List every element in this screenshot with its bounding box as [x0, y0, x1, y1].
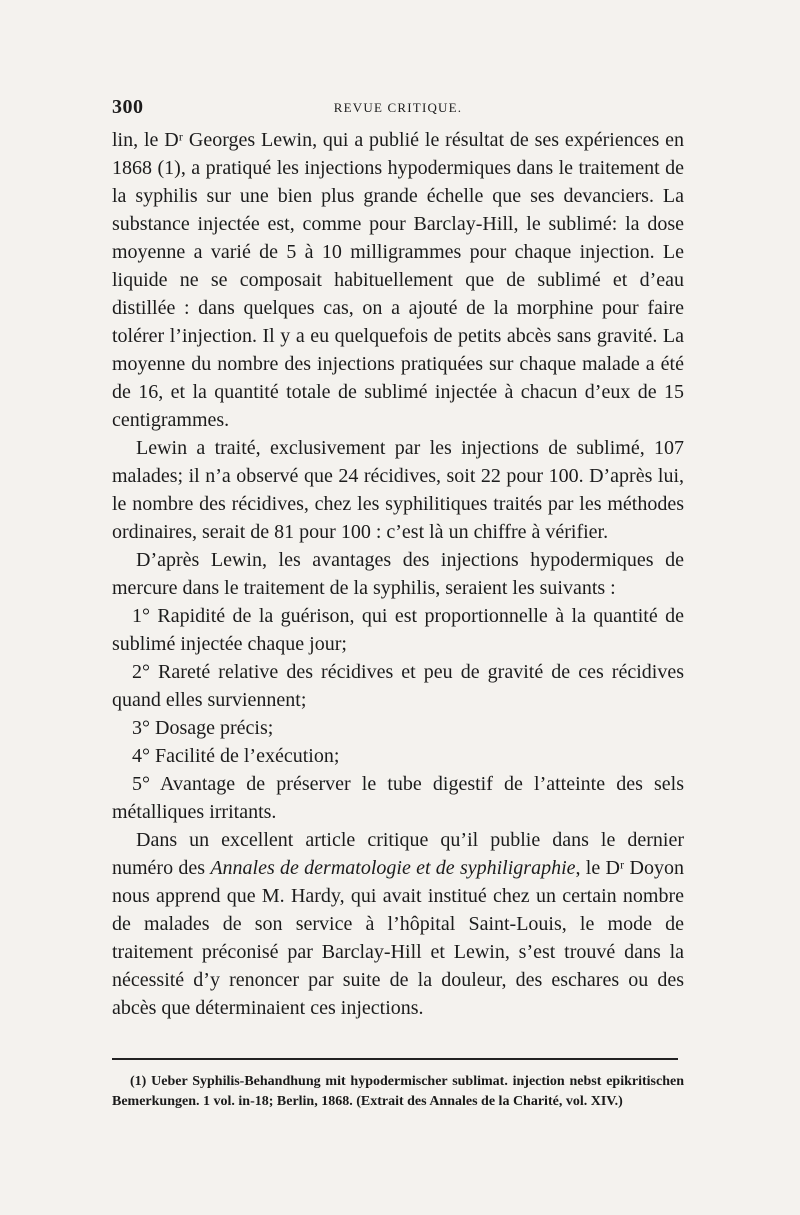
paragraph-advantages-intro: D’après Lewin, les avantages des injections hypodermiques de mercure dans le traitement de la syphilis, seraient les suivants : — [112, 549, 684, 599]
footnote-divider — [112, 1058, 678, 1060]
journal-title: Annales de dermatologie et de syphiligraphie — [210, 857, 576, 879]
advantage-item-4: 4° Facilité de l’exécution; — [132, 745, 340, 767]
running-title: REVUE CRITIQUE. — [333, 100, 463, 115]
advantage-item-2: 2° Rareté relative des récidives et peu de gravité de ces récidives quand elles surviennent; — [112, 661, 684, 711]
paragraph-lewin-results: Lewin a traité, exclusivement par les injections de sublimé, 107 malades; il n’a observé que 24 récidives, soit 22 pour 100. D’après lui, le nombre des récidives, chez les syphilitiques traités par les méthodes ordinaires, serait de 81 pour 100 : c’est là un chiffre à vérifier. — [112, 437, 684, 543]
book-page — [112, 96, 684, 1112]
paragraph-text-before: Dans un excellent article critique qu’il publie dans le dernier numéro des — [112, 829, 684, 879]
paragraph-lewin-intro: lin, le Dʳ Georges Lewin, qui a publié le résultat de ses expériences en 1868 (1), a pratiqué les injections hypodermiques dans le traitement de la syphilis sur une bien plus grande échelle que ses devanciers. La substance injectée est, comme pour Barclay-Hill, le sublimé: la dose moyenne a varié de 5 à 10 milligrammes pour chaque injection. Le liquide ne se composait habituellement que de sublimé et d’eau distillée : dans quelques cas, on a ajouté de la morphine pour faire tolérer l’injection. Il y a eu quelquefois de petits abcès sans gravité. La moyenne du nombre des injections pratiquées sur chaque malade a été de 16, et la quantité totale de sublimé injectée à chacun d’eux de 15 centigrammes. — [112, 129, 684, 431]
page-number: 300 — [112, 96, 144, 118]
body-text — [112, 126, 684, 1022]
advantage-item-5: 5° Avantage de préserver le tube digestif de l’atteinte des sels métalliques irritants. — [112, 773, 684, 823]
paragraph-text-after: , le Dʳ Doyon nous apprend que M. Hardy, qui avait institué chez un certain nombre de malades de son service à l’hôpital Saint-Louis, le mode de traitement préconisé par Barclay-Hill et Lewin, s’est trouvé dans la nécessité d’y renoncer par suite de la douleur, des eschares ou des abcès que déterminaient ces injections. — [112, 857, 684, 1019]
advantage-item-1: 1° Rapidité de la guérison, qui est proportionnelle à la quantité de sublimé injectée chaque jour; — [112, 605, 684, 655]
running-head — [112, 96, 684, 120]
advantage-item-3: 3° Dosage précis; — [132, 717, 274, 739]
footnote: (1) Ueber Syphilis-Behandhung mit hypodermischer sublimat. injection nebst epikritischen Bemerkungen. 1 vol. in-18; Berlin, 1868. (Extrait des Annales de la Charité, vol. XIV.) — [112, 1074, 684, 1109]
paragraph-doyon-hardy — [112, 826, 684, 1022]
